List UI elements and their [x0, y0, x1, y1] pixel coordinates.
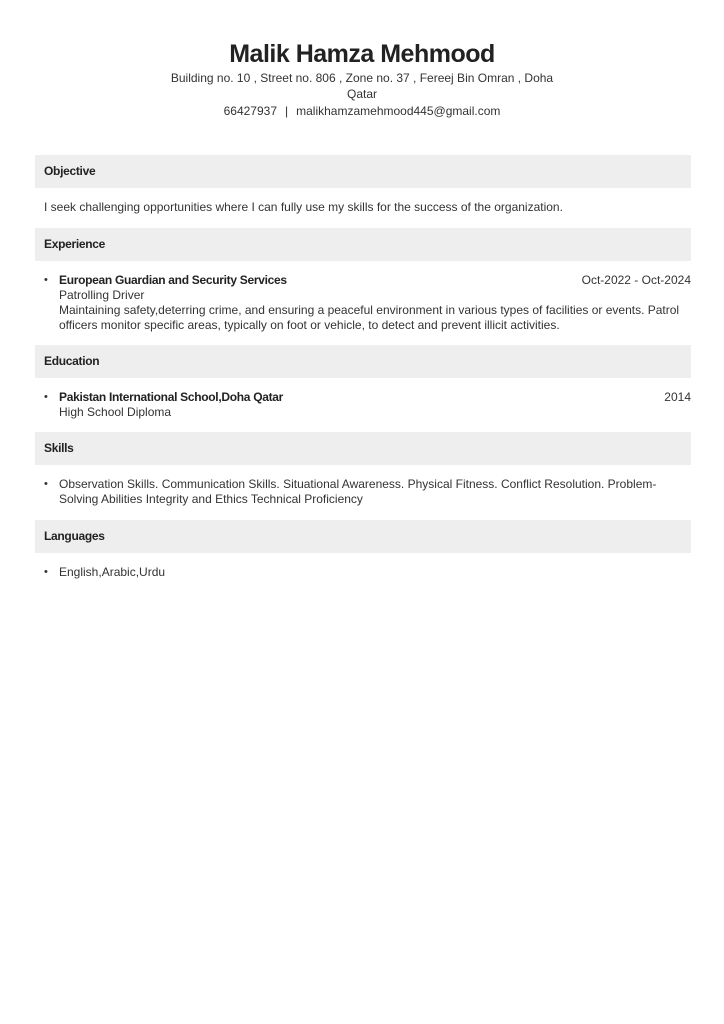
education-institution: Pakistan International School,Doha Qatar: [59, 390, 284, 404]
section-title-languages: Languages: [35, 520, 691, 553]
contact-separator: |: [285, 104, 289, 118]
section-title-objective: Objective: [35, 155, 691, 188]
languages-text: English,Arabic,Urdu: [59, 565, 166, 579]
experience-date: Oct-2022 - Oct-2024: [581, 273, 691, 287]
experience-role: Patrolling Driver: [59, 288, 145, 302]
bullet-marker: •: [44, 478, 48, 490]
candidate-address: Building no. 10 , Street no. 806 , Zone no. 37 , Fereej Bin Omran , Doha Qatar: [170, 71, 554, 101]
bullet-marker: •: [44, 391, 48, 403]
section-title-experience: Experience: [35, 228, 691, 261]
candidate-name: Malik Hamza Mehmood: [229, 40, 495, 68]
bullet-marker: •: [44, 274, 48, 286]
experience-description: Maintaining safety,deterring crime, and ensuring a peaceful environment in various types of facilities or events. Patrol officers monitor specific areas, typically on foot or vehicle, to detect and prevent illicit activities.: [59, 303, 680, 332]
skills-entry: [44, 477, 691, 507]
section-title-education: Education: [35, 345, 691, 378]
phone-number: 66427937: [223, 104, 277, 118]
languages-entry: [44, 565, 691, 580]
resume-header: [0, 38, 724, 119]
email-address: malikhamzamehmood445@gmail.com: [296, 104, 501, 118]
objective-text: I seek challenging opportunities where I can fully use my skills for the success of the organization.: [44, 200, 563, 214]
education-entry: [44, 390, 691, 420]
education-degree: High School Diploma: [59, 405, 172, 419]
education-year: 2014: [664, 390, 691, 404]
contact-line: [0, 103, 724, 119]
experience-entry: [44, 273, 691, 333]
bullet-marker: •: [44, 566, 48, 578]
section-title-skills: Skills: [35, 432, 691, 465]
experience-organization: European Guardian and Security Services: [59, 273, 287, 287]
skills-text: Observation Skills. Communication Skills. Situational Awareness. Physical Fitness. Conflict Resolution. Problem-Solving Abilities Integrity and Ethics Technical Proficiency: [59, 477, 657, 506]
